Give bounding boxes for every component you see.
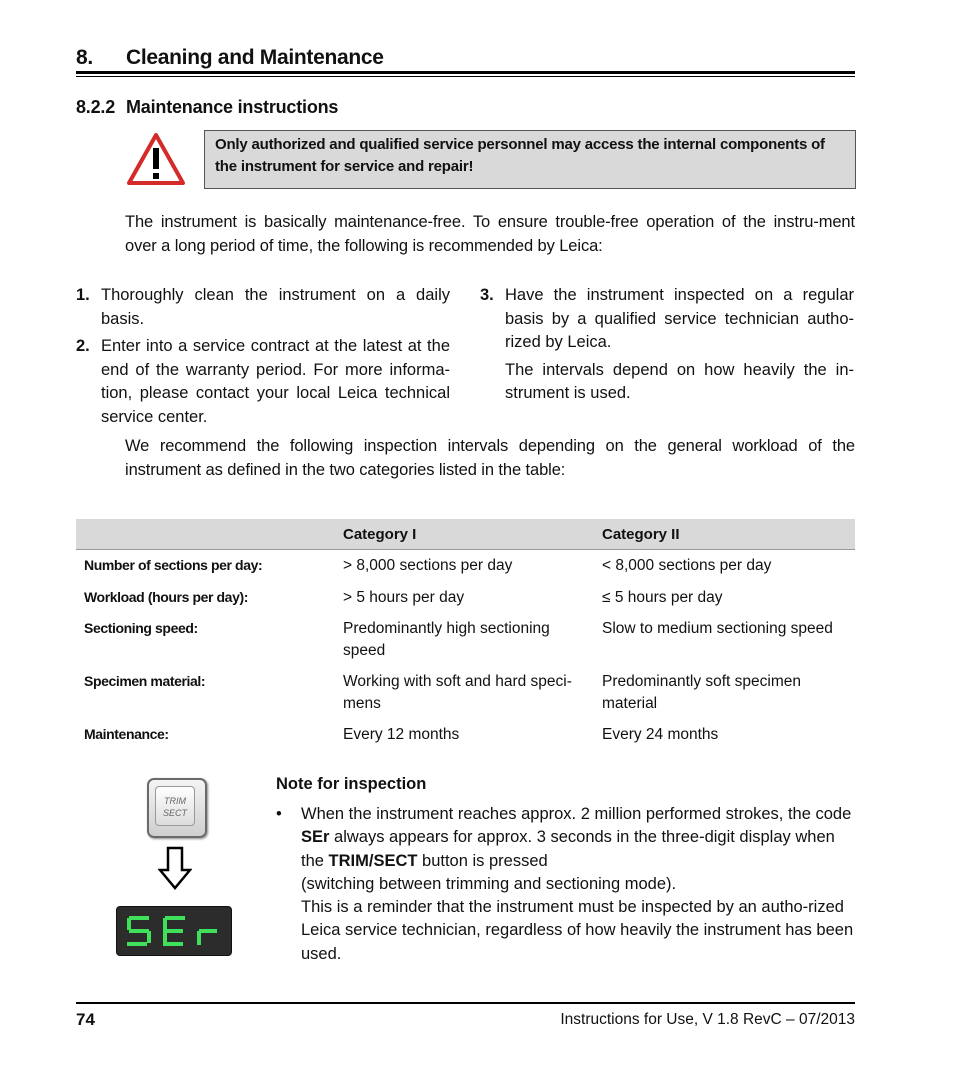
list-item: [480, 284, 854, 355]
table-header-cell: Category II: [594, 519, 855, 550]
warning-triangle-icon: [126, 132, 186, 186]
display-code-ser: [117, 907, 231, 955]
section-title: Cleaning and Maintenance: [126, 46, 384, 69]
recommend-paragraph: We recommend the following inspection intervals depending on the general workload of the instrument as defined in the two categories listed in the table:: [125, 437, 855, 479]
table-cell: < 8,000 sections per day: [602, 557, 772, 574]
list-column-left: [76, 284, 450, 429]
list-text: Have the instrument inspected on a regular basis by a qualified service technician autho-rized by Leica.: [505, 286, 854, 351]
table-cell: Predominantly high sectioning speed: [343, 620, 550, 659]
table-cell: Predominantly soft specimen material: [602, 673, 802, 712]
note-code-ser: SEr: [301, 828, 330, 847]
note-button-name: TRIM/SECT: [328, 851, 418, 870]
seven-segment-display: [116, 906, 232, 956]
row-label: Sectioning speed:: [84, 620, 198, 636]
button-label-line2: SECT: [162, 808, 187, 818]
row-label: Specimen material:: [84, 673, 206, 689]
table-cell: > 8,000 sections per day: [343, 557, 513, 574]
list-text: Enter into a service contract at the latest at the end of the warranty period. For more informa-tion, please contact your local Leica technical service center.: [101, 337, 450, 426]
table-row: [76, 550, 855, 582]
trim-sect-button-face: [155, 786, 195, 826]
list-number: 1.: [76, 286, 90, 304]
trim-sect-button-image: [147, 778, 207, 838]
footer-doc-info: Instructions for Use, V 1.8 RevC – 07/2013: [560, 1011, 855, 1028]
note-text: [301, 803, 856, 966]
list-item: [76, 284, 450, 331]
note-text-part: This is a reminder that the instrument must be inspected by an autho-rized Leica service technician, regardless of how heavily the instrument has been used.: [301, 898, 854, 963]
bullet-point: •: [276, 805, 282, 823]
intro-paragraph: The instrument is basically maintenance-free. To ensure trouble-free operation of the instru-ment over a long period of time, the following is recommended by Leica:: [125, 213, 855, 255]
table-header-cell: Category I: [335, 519, 594, 550]
page-number: 74: [76, 1010, 95, 1029]
arrow-down-icon: [158, 846, 192, 890]
table-cell: Working with soft and hard speci-mens: [343, 673, 572, 712]
list-number: 3.: [480, 286, 494, 304]
section-number: 8.: [76, 46, 93, 69]
subsection-number: 8.2.2: [76, 97, 116, 117]
row-label: Number of sections per day:: [84, 557, 263, 573]
header-rule: [76, 71, 855, 74]
table-row: [76, 613, 855, 666]
inspection-intervals-table: [76, 519, 855, 751]
list-number: 2.: [76, 337, 90, 355]
button-label-line1: TRIM: [164, 796, 186, 806]
table-cell: Every 24 months: [602, 726, 719, 743]
warning-box: [204, 130, 856, 189]
table-row: [76, 582, 855, 614]
list-note: [480, 359, 854, 406]
row-label: Workload (hours per day):: [84, 588, 248, 605]
table-row: [76, 666, 855, 719]
table-cell: Slow to medium sectioning speed: [602, 620, 833, 637]
table-cell: > 5 hours per day: [343, 588, 465, 606]
table-cell: Every 12 months: [343, 726, 460, 743]
subsection-title: Maintenance instructions: [126, 97, 339, 117]
header-rule-thin: [76, 76, 855, 77]
list-note-text: The intervals depend on how heavily the in-strument is used.: [505, 360, 854, 402]
note-text-part: When the instrument reaches approx. 2 million performed strokes, the code: [301, 805, 852, 823]
section-heading: [76, 46, 384, 70]
list-item: [76, 335, 450, 429]
row-label: Maintenance:: [84, 726, 169, 742]
warning-text: Only authorized and qualified service personnel may access the internal components of the instrument for service and repair!: [215, 136, 825, 175]
list-text: Thoroughly clean the instrument on a daily basis.: [101, 286, 450, 328]
note-text-part: button is pressed: [417, 851, 548, 870]
table-row: [76, 719, 855, 751]
note-body: [276, 803, 856, 966]
footer-rule: [76, 1002, 855, 1004]
list-column-right: [480, 284, 854, 406]
table-header-row: [76, 519, 855, 550]
note-text-part: always appears for approx. 3 seconds in the three-digit display when the: [301, 828, 835, 870]
note-title: Note for inspection: [276, 775, 427, 793]
note-text-part: (switching between trimming and sectioning mode).: [301, 874, 677, 893]
table-header-cell: [76, 519, 335, 550]
table-cell: ≤ 5 hours per day: [602, 588, 723, 606]
subsection-heading: [76, 97, 338, 118]
